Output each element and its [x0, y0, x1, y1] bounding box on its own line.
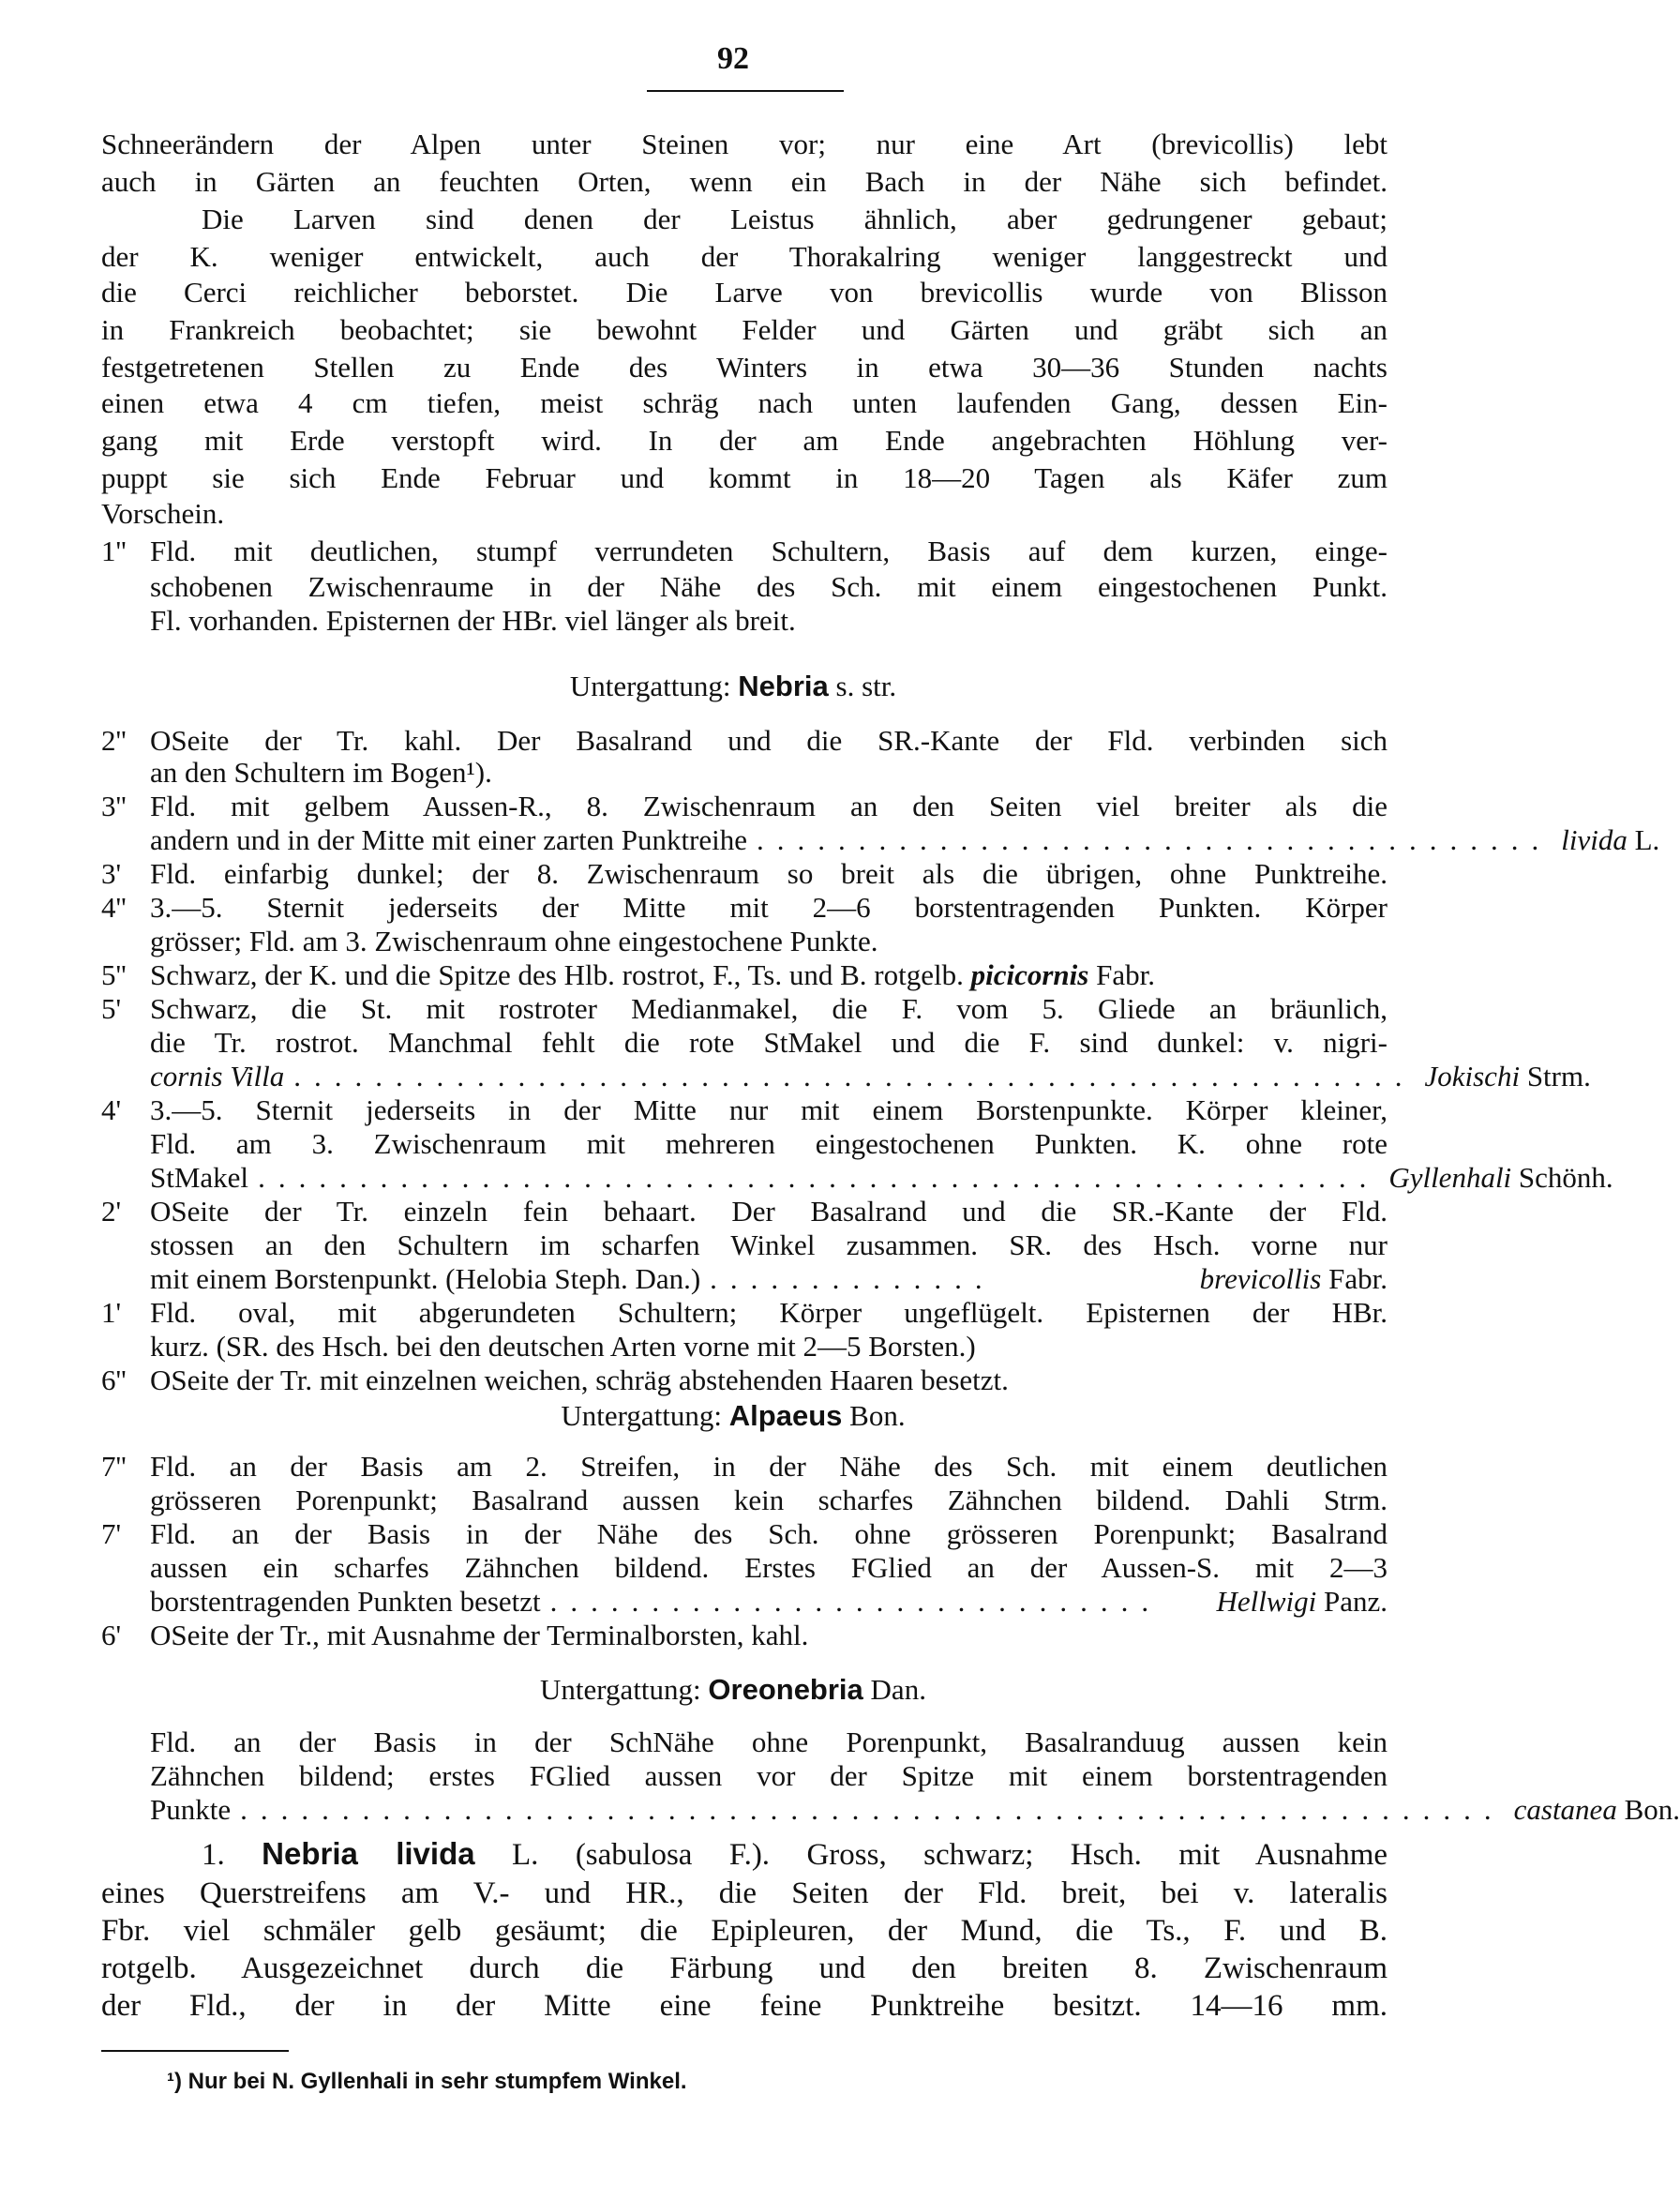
header-rule	[647, 90, 844, 92]
key-entry: 1' Fld. oval, mit abgerundeten Schultern; Körper ungeflügelt. Episternen der HBr.	[101, 1296, 1388, 1329]
text-line: Die Larven sind denen der Leistus ähnlich, aber gedrungener gebaut;	[202, 203, 1388, 235]
text-line: gang mit Erde verstopft wird. In der am Ende angebrachten Höhlung ver-	[101, 424, 1388, 457]
key-number: 1''	[101, 535, 127, 567]
text-line: Schneerändern der Alpen unter Steinen vor; nur eine Art (brevicollis) lebt	[101, 128, 1388, 160]
key-entry: 6' OSeite der Tr., mit Ausnahme der Terminalborsten, kahl.	[101, 1619, 809, 1651]
key-entry	[101, 535, 1388, 568]
subgenus-heading: Untergattung: Nebria s. str.	[569, 670, 897, 702]
key-text: Fld. mit deutlichen, stumpf verrundeten Schultern, Basis auf dem kurzen, einge-	[150, 535, 1388, 567]
key-entry: 4'' 3.—5. Sternit jederseits der Mitte mit 2—6 borstentragenden Punkten. Körper	[101, 891, 1388, 924]
key-text: an den Schultern im Bogen¹).	[150, 756, 492, 789]
text-line: puppt sie sich Ende Februar und kommt in 18—20 Tagen als Käfer zum	[101, 461, 1388, 494]
key-entry: 4' 3.—5. Sternit jederseits in der Mitte nur mit einem Borstenpunkte. Körper kleiner,	[101, 1093, 1388, 1126]
subgenus-heading: Untergattung: Oreonebria Dan.	[540, 1673, 926, 1706]
species-entry: 1. Nebria livida L. (sabulosa F.). Gross, schwarz; Hsch. mit Ausnahme	[202, 1836, 1388, 1872]
key-entry: 2' OSeite der Tr. einzeln fein behaart. Der Basalrand und die SR.-Kante der Fld.	[101, 1195, 1388, 1228]
key-dotted-line: borstentragenden Punkten besetzt .............................. Hellwigi Panz.	[150, 1585, 1388, 1618]
text-line: der Fld., der in der Mitte eine feine Punktreihe besitzt. 14—16 mm.	[101, 1989, 1388, 2023]
key-text: stossen an den Schultern im scharfen Winkel zusammen. SR. des Hsch. vorne nur	[150, 1228, 1388, 1261]
text-line: Vorschein.	[101, 497, 225, 530]
key-text: Zähnchen bildend; erstes FGlied aussen vor der Spitze mit einem borstentragenden	[150, 1759, 1388, 1792]
text-line: festgetretenen Stellen zu Ende des Winters in etwa 30—36 Stunden nachts	[101, 351, 1388, 384]
key-dotted-line: cornis Villa ....................................................... Jokischi Strm.	[150, 1060, 1591, 1092]
key-text: kurz. (SR. des Hsch. bei den deutschen Arten vorne mit 2—5 Borsten.)	[150, 1330, 976, 1363]
key-dotted-line: StMakel ....................................................... Gyllenhali Schönh.	[150, 1161, 1613, 1194]
key-text: Fld. an der Basis in der SchNähe ohne Porenpunkt, Basalranduug aussen kein	[150, 1725, 1388, 1758]
key-text: aussen ein scharfes Zähnchen bildend. Erstes FGlied an der Aussen-S. mit 2—3	[150, 1551, 1388, 1584]
key-text: grösser; Fld. am 3. Zwischenraum ohne eingestochene Punkte.	[150, 925, 878, 957]
key-entry: 2'' OSeite der Tr. kahl. Der Basalrand und die SR.-Kante der Fld. verbinden sich	[101, 724, 1388, 757]
key-text: grösseren Porenpunkt; Basalrand aussen kein scharfes Zähnchen bildend. Dahli Strm.	[150, 1484, 1388, 1516]
key-entry: 7' Fld. an der Basis in der Nähe des Sch. ohne grösseren Porenpunkt; Basalrand	[101, 1517, 1388, 1550]
key-entry: 6'' OSeite der Tr. mit einzelnen weichen, schräg abstehenden Haaren besetzt.	[101, 1364, 1009, 1396]
key-entry: 5'' Schwarz, der K. und die Spitze des Hlb. rostrot, F., Ts. und B. rotgelb. picicornis Fabr.	[101, 958, 1155, 991]
key-dotted-line: Punkte .............................................................. castanea Bon.	[150, 1793, 1680, 1826]
text-line: eines Querstreifens am V.- und HR., die Seiten der Fld. breit, bei v. lateralis	[101, 1876, 1388, 1910]
key-text: schobenen Zwischenraume in der Nähe des Sch. mit einem eingestochenen Punkt.	[150, 570, 1388, 603]
footnote: ¹) Nur bei N. Gyllenhali in sehr stumpfem Winkel.	[167, 2069, 687, 2094]
text-line: auch in Gärten an feuchten Orten, wenn ein Bach in der Nähe sich befindet.	[101, 165, 1388, 198]
text-line: Fbr. viel schmäler gelb gesäumt; die Epipleuren, der Mund, die Ts., F. und B.	[101, 1914, 1388, 1948]
page-number: 92	[717, 41, 749, 76]
subgenus-heading: Untergattung: Alpaeus Bon.	[561, 1399, 906, 1432]
text-line: einen etwa 4 cm tiefen, meist schräg nach unten laufenden Gang, dessen Ein-	[101, 386, 1388, 419]
key-dotted-line: andern und in der Mitte mit einer zarten Punktreihe ....................................... livida L.	[150, 823, 1660, 856]
footnote-rule	[101, 2050, 289, 2052]
key-text: die Tr. rostrot. Manchmal fehlt die rote StMakel und die F. sind dunkel: v. nigri-	[150, 1026, 1388, 1059]
key-text: Fl. vorhanden. Episternen der HBr. viel länger als breit.	[150, 604, 796, 637]
text-line: rotgelb. Ausgezeichnet durch die Färbung und den breiten 8. Zwischenraum	[101, 1951, 1388, 1985]
text-line: die Cerci reichlicher beborstet. Die Larve von brevicollis wurde von Blisson	[101, 276, 1388, 309]
key-dotted-line: mit einem Borstenpunkt. (Helobia Steph. Dan.) .............. brevicollis Fabr.	[150, 1262, 1388, 1295]
key-entry: 3' Fld. einfarbig dunkel; der 8. Zwischenraum so breit als die übrigen, ohne Punktreihe.	[101, 857, 1388, 890]
key-entry: 7'' Fld. an der Basis am 2. Streifen, in der Nähe des Sch. mit einem deutlichen	[101, 1450, 1388, 1483]
text-line: der K. weniger entwickelt, auch der Thorakalring weniger langgestreckt und	[101, 240, 1388, 273]
text-line: in Frankreich beobachtet; sie bewohnt Felder und Gärten und gräbt sich an	[101, 313, 1388, 346]
key-entry: 3'' Fld. mit gelbem Aussen-R., 8. Zwischenraum an den Seiten viel breiter als die	[101, 790, 1388, 822]
key-text: Fld. am 3. Zwischenraum mit mehreren eingestochenen Punkten. K. ohne rote	[150, 1127, 1388, 1160]
key-entry: 5' Schwarz, die St. mit rostroter Medianmakel, die F. vom 5. Gliede an bräunlich,	[101, 992, 1388, 1025]
